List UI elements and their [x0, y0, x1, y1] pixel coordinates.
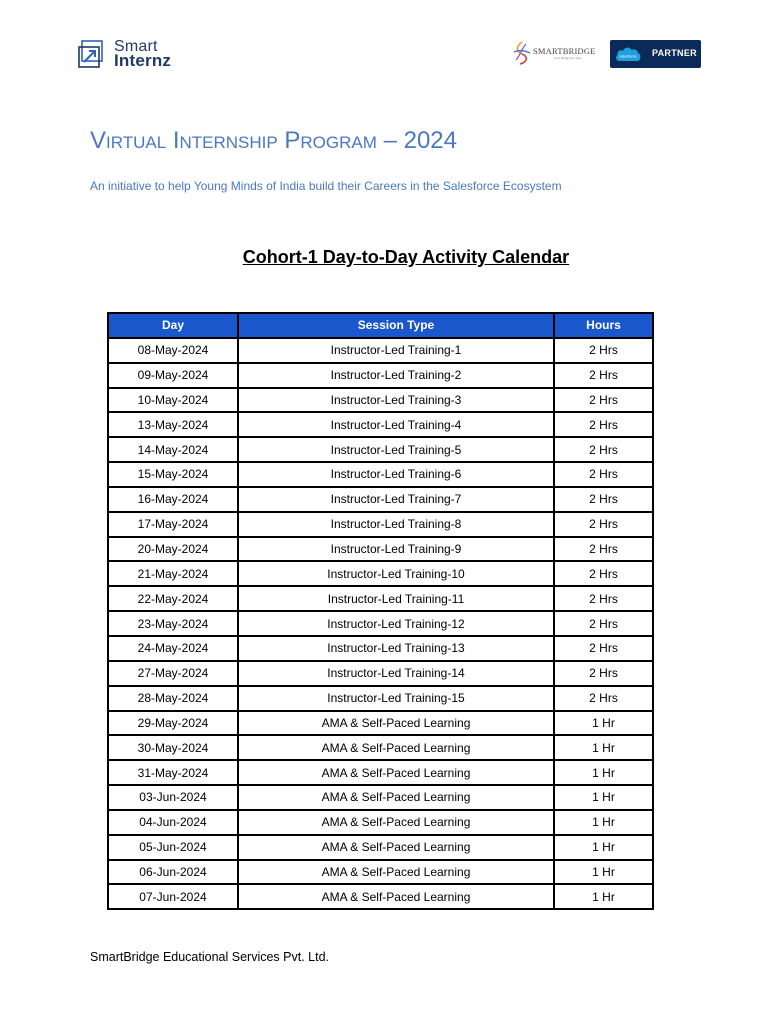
- session-type-cell: Instructor-Led Training-10: [238, 561, 554, 586]
- table-row: [108, 835, 653, 860]
- hours-cell: 1 Hr: [554, 835, 653, 860]
- day-cell: 16-May-2024: [108, 487, 238, 512]
- session-type-cell: Instructor-Led Training-12: [238, 611, 554, 636]
- table-row: [108, 338, 653, 363]
- program-title: [90, 127, 457, 155]
- logo-text-line2: Internz: [114, 51, 172, 70]
- table-row: [108, 735, 653, 760]
- smartinternz-logo: [78, 38, 198, 72]
- program-title-separator: –: [376, 127, 404, 154]
- column-header-session-type: Session Type: [238, 313, 554, 338]
- smartbridge-swirl-icon: [510, 40, 534, 66]
- activity-calendar-table: [107, 312, 654, 910]
- table-row: [108, 586, 653, 611]
- table-row: [108, 860, 653, 885]
- day-cell: 14-May-2024: [108, 437, 238, 462]
- hours-cell: 2 Hrs: [554, 412, 653, 437]
- svg-text:salesforce: salesforce: [619, 54, 637, 59]
- hours-cell: 2 Hrs: [554, 338, 653, 363]
- session-type-cell: Instructor-Led Training-8: [238, 512, 554, 537]
- day-cell: 05-Jun-2024: [108, 835, 238, 860]
- day-cell: 27-May-2024: [108, 661, 238, 686]
- table-row: [108, 512, 653, 537]
- footer-company: SmartBridge Educational Services Pvt. Ltd.: [90, 950, 330, 964]
- column-header-day: Day: [108, 313, 238, 338]
- hours-cell: 2 Hrs: [554, 437, 653, 462]
- partner-label: PARTNER: [652, 48, 697, 58]
- day-cell: 29-May-2024: [108, 711, 238, 736]
- hours-cell: 1 Hr: [554, 735, 653, 760]
- day-cell: 15-May-2024: [108, 462, 238, 487]
- day-cell: 20-May-2024: [108, 537, 238, 562]
- day-cell: 06-Jun-2024: [108, 860, 238, 885]
- session-type-cell: AMA & Self-Paced Learning: [238, 711, 554, 736]
- session-type-cell: AMA & Self-Paced Learning: [238, 735, 554, 760]
- table-row: [108, 561, 653, 586]
- table-row: [108, 884, 653, 909]
- hours-cell: 2 Hrs: [554, 537, 653, 562]
- logo-text-line1: Smart: [114, 38, 158, 55]
- hours-cell: 2 Hrs: [554, 462, 653, 487]
- program-year: 2024: [403, 127, 457, 154]
- session-type-cell: Instructor-Led Training-14: [238, 661, 554, 686]
- session-type-cell: Instructor-Led Training-13: [238, 636, 554, 661]
- day-cell: 08-May-2024: [108, 338, 238, 363]
- table-header-row: [108, 313, 653, 338]
- table-row: [108, 437, 653, 462]
- day-cell: 24-May-2024: [108, 636, 238, 661]
- day-cell: 07-Jun-2024: [108, 884, 238, 909]
- table-body: [108, 338, 653, 909]
- hours-cell: 2 Hrs: [554, 586, 653, 611]
- session-type-cell: AMA & Self-Paced Learning: [238, 835, 554, 860]
- hours-cell: 1 Hr: [554, 711, 653, 736]
- day-cell: 30-May-2024: [108, 735, 238, 760]
- session-type-cell: AMA & Self-Paced Learning: [238, 760, 554, 785]
- session-type-cell: Instructor-Led Training-11: [238, 586, 554, 611]
- smartbridge-wordmark: SMARTBRIDGE: [533, 46, 596, 56]
- smartbridge-logo: [510, 40, 602, 66]
- table-row: [108, 785, 653, 810]
- table-row: [108, 487, 653, 512]
- hours-cell: 2 Hrs: [554, 512, 653, 537]
- session-type-cell: Instructor-Led Training-1: [238, 338, 554, 363]
- day-cell: 09-May-2024: [108, 363, 238, 388]
- day-cell: 03-Jun-2024: [108, 785, 238, 810]
- hours-cell: 1 Hr: [554, 810, 653, 835]
- calendar-title: Cohort-1 Day-to-Day Activity Calendar: [242, 247, 570, 267]
- day-cell: 31-May-2024: [108, 760, 238, 785]
- salesforce-cloud-icon: [613, 43, 643, 65]
- smartinternz-arrow-icon: [78, 40, 104, 68]
- program-subtitle: An initiative to help Young Minds of India build their Careers in the Salesforce Ecosystem: [90, 179, 562, 193]
- session-type-cell: Instructor-Led Training-9: [238, 537, 554, 562]
- smartbridge-tagline: Let's Bridge the Gap: [554, 56, 582, 60]
- day-cell: 04-Jun-2024: [108, 810, 238, 835]
- session-type-cell: Instructor-Led Training-15: [238, 686, 554, 711]
- day-cell: 10-May-2024: [108, 388, 238, 413]
- hours-cell: 1 Hr: [554, 884, 653, 909]
- day-cell: 13-May-2024: [108, 412, 238, 437]
- table-row: [108, 686, 653, 711]
- hours-cell: 2 Hrs: [554, 487, 653, 512]
- session-type-cell: Instructor-Led Training-5: [238, 437, 554, 462]
- session-type-cell: Instructor-Led Training-7: [238, 487, 554, 512]
- hours-cell: 1 Hr: [554, 785, 653, 810]
- table-row: [108, 760, 653, 785]
- hours-cell: 2 Hrs: [554, 363, 653, 388]
- session-type-cell: Instructor-Led Training-2: [238, 363, 554, 388]
- hours-cell: 2 Hrs: [554, 611, 653, 636]
- day-cell: 22-May-2024: [108, 586, 238, 611]
- table-row: [108, 636, 653, 661]
- day-cell: 21-May-2024: [108, 561, 238, 586]
- table-row: [108, 537, 653, 562]
- day-cell: 28-May-2024: [108, 686, 238, 711]
- session-type-cell: AMA & Self-Paced Learning: [238, 810, 554, 835]
- table-row: [108, 388, 653, 413]
- hours-cell: 1 Hr: [554, 760, 653, 785]
- hours-cell: 2 Hrs: [554, 388, 653, 413]
- hours-cell: 2 Hrs: [554, 686, 653, 711]
- column-header-hours: Hours: [554, 313, 653, 338]
- hours-cell: 2 Hrs: [554, 661, 653, 686]
- session-type-cell: Instructor-Led Training-3: [238, 388, 554, 413]
- session-type-cell: Instructor-Led Training-4: [238, 412, 554, 437]
- table-row: [108, 412, 653, 437]
- table-row: [108, 661, 653, 686]
- hours-cell: 2 Hrs: [554, 636, 653, 661]
- session-type-cell: AMA & Self-Paced Learning: [238, 860, 554, 885]
- table-row: [108, 462, 653, 487]
- table-row: [108, 711, 653, 736]
- session-type-cell: AMA & Self-Paced Learning: [238, 884, 554, 909]
- salesforce-partner-badge: [610, 40, 701, 68]
- day-cell: 23-May-2024: [108, 611, 238, 636]
- table-row: [108, 810, 653, 835]
- session-type-cell: Instructor-Led Training-6: [238, 462, 554, 487]
- day-cell: 17-May-2024: [108, 512, 238, 537]
- program-title-text: Virtual Internship Program: [90, 127, 377, 154]
- table-row: [108, 611, 653, 636]
- hours-cell: 2 Hrs: [554, 561, 653, 586]
- hours-cell: 1 Hr: [554, 860, 653, 885]
- session-type-cell: AMA & Self-Paced Learning: [238, 785, 554, 810]
- table-row: [108, 363, 653, 388]
